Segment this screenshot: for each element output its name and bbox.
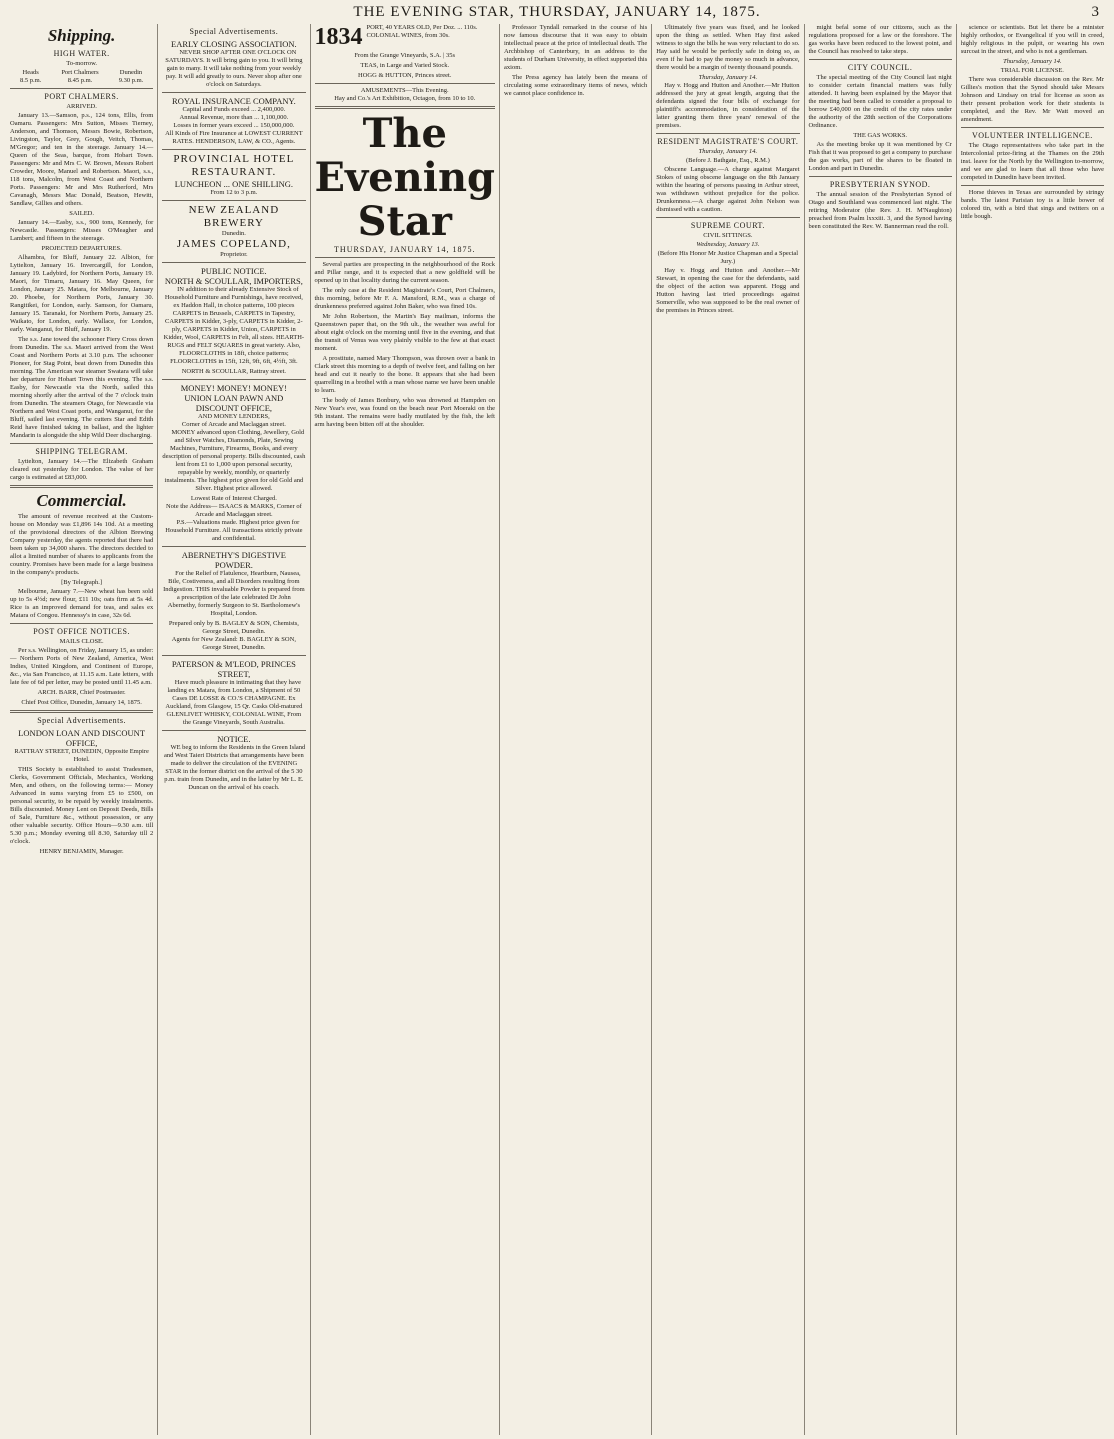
supreme-text: Hay v. Hogg and Hutton and Another.—Mr Stewart, in opening the case for the defendants, said the object of the action was apparent. Hogg and Hutton having last tried proceedings against Somerville, who was supposed to be the real owner of the premises in Princes street. — [656, 267, 800, 314]
telegram-heading: SHIPPING TELEGRAM. — [35, 447, 128, 456]
supreme-before: (Before His Honor Mr Justice Chapman and a Special Jury.) — [657, 250, 799, 265]
north-scoullar-ad: PUBLIC NOTICE. NORTH & SCOULLAR, IMPORTERS, IN addition to their already Extensive Stock of Household Furniture and Furnishings, have received, ex Haddon Hall, in choice patterns, 100 pieces CARPETS in Brussels, CARPETS in Tapestry, CARPETS in Kidder, 3-ply, CARPETS in Kidder, 2-ply, CARPETS in Kidder, Union, CARPETS in Kidder, Wool, CARPETS in Felt, all sizes. HEARTH-RUGS and FELT SQUARES in great variety. Also, FLOORCLOTHS in 18ft, choice patterns; FLOORCLOTHS in 15ft, 12ft, 9ft, 6ft, 4½ft, 3ft. NORTH & SCOULLAR, Rattray street. — [163, 266, 305, 375]
rm-court-heading: RESIDENT MAGISTRATE'S COURT. — [657, 137, 799, 146]
city-council-heading: CITY COUNCIL. — [847, 63, 913, 72]
masthead-title: THE EVENING STAR, THURSDAY, JANUARY 14, 1875. — [353, 4, 761, 20]
leader-4: A prostitute, named Mary Thompson, was thrown over a bank in Clark street this morning to a depth of twelve feet, and falling on her head and cut it nearly to the bone. It appears that she had been quarrelling in a brothel with a man whose name we have been unable to learn. — [314, 355, 495, 394]
trial-label: TRIAL FOR LICENSE. — [1000, 67, 1064, 74]
leader-7: The Press agency has lately been the means of circulating some extraordinary items of news, which we cannot place confidence in. — [504, 74, 648, 97]
union-loan-ad: MONEY! MONEY! MONEY! UNION LOAN PAWN AND DISCOUNT OFFICE, AND MONEY LENDERS, Corner of Arcade and Maclaggan street. MONEY advanced upon Clothing, Jewellery, Gold and Silver Watches, Diamonds, Plate, Sewing Machines, Furniture, Firearms, Books, and every description of personal property. Bills discounted, cash lent from £1 to 1,000 upon personal security, repayable by weekly, monthly, or quarterly instalments. The highest price given for old Gold and Silver. Highest price allowed. Lowest Rate of Interest Charged. Note the Address— ISAACS & MARKS, Corner of Arcade and Maclaggan street. P.S.—Valuations made. Highest price given for Household Furniture. All transactions strictly private and confidential. — [162, 383, 306, 542]
column-2 — [157, 24, 309, 1435]
postmaster: ARCH. BARR, Chief Postmaster. — [37, 689, 126, 696]
column-5 — [651, 24, 803, 1435]
leader-1: Several parties are prospecting in the neighbourhood of the Rock and Pillar range, and it is expected that a new goldfield will be opened up in that locality during the current season. — [314, 261, 495, 284]
post-text: Per s.s. Wellington, on Friday, January 15, as under:— Northern Ports of New Zealand, America, West Indies, United Kingdom, and Continent of Europe, &c., via San Francisco, at 11.15 a.m. Late letters, with late fee of 6d per letter, may be posted until 11.45 a.m. — [10, 647, 154, 686]
shipping-heading: Shipping. — [47, 26, 116, 45]
supreme-date: Wednesday, January 13. — [696, 241, 760, 248]
powder-ad: ABERNETHY'S DIGESTIVE POWDER. For the Relief of Flatulence, Heartburn, Nausea, Bile, Costiveness, and all Disorders resulting from Indigestion. THIS invaluable Powder is prepared from a prescription of the late celebrated Dr John Abernethy, formerly Surgeon to St. Bartholomew's Hospital, London. Prepared only by B. BAGLEY & SON, Chemists, George Street, Dunedin. Agents for New Zealand: B. BAGLEY & SON, George Street, Dunedin. — [163, 550, 305, 651]
telegraph-text: Melbourne, January 7.—New wheat has been sold up to 5s 4½d; new flour, £11 10s; oats firm at 5s 4d. Rice is an improved demand for teas, and sales ex Matara of Congou. Hennessy's in case, 32s 6d. — [10, 588, 154, 619]
tide-dunedin: Dunedin 9.30 p.m. — [118, 69, 144, 84]
col8-thursday: Thursday, January 14. — [1003, 58, 1062, 65]
city-council-text: The special meeting of the City Council last night to consider certain financial matters was fully attended. It having been explained by the Mayor that the meeting had been called to consider a proposal to borrow £40,000 on the credit of the city rates under the authority of the 28th section of the Corporations Ordinance. — [808, 74, 952, 129]
projected-text: Alhambra, for Bluff, January 22. Albion, for Lyttelton, January 16. Invercargill, for London, January 19. Ladybird, for Northern Ports, January 19. Maori, for Timaru, January 16. May Queen, for London, January 25. Matara, for Melbourne, January 20. Phoebe, for Northern Ports, January 30. Rangitikei, for London, early. Samson, for Oamaru, January 15. Taranaki, for Northern Ports, January 25. Waikato, for London, early. Wallace, for London, early. Wanganui, for Bluff, January 19. — [10, 254, 154, 333]
leader-3: Mr John Robertson, the Martin's Bay mailman, informs the Queenstown paper that, on the 9th ult., the weather was awful for about eight o'clock on the morning until five in the evening, and that the transit of Venus was very plainly visible to the few at that exact moment. — [314, 313, 495, 352]
volunteer-heading: VOLUNTEER INTELLIGENCE. — [971, 131, 1093, 140]
rm-court-before: (Before J. Bathgate, Esq., R.M.) — [685, 157, 770, 164]
mails-label: MAILS CLOSE. — [59, 638, 104, 645]
arrived-label: ARRIVED. — [66, 103, 97, 110]
commercial-heading: Commercial. — [36, 491, 127, 510]
volunteer-text: The Otago representatives who take part in the Intercolonial prize-firing at the Thames on the 29th inst. leave for the North by the Wellington to-morrow, and we are glad to learn that all those who have competed in Dunedin have been invited. — [960, 142, 1104, 181]
tide-port-chalmers: Port Chalmers 8.45 p.m. — [61, 69, 99, 84]
special-heading-1: Special Advertisements. — [37, 716, 127, 725]
closing-ad: EARLY CLOSING ASSOCIATION. NEVER SHOP AFTER ONE O'CLOCK ON SATURDAYS. It will bring gain to you. It will bring gain to many. It will take nothing from your weekly pay. It will add greatly to ours. Never shop after one o'clock on Saturdays. — [165, 39, 303, 88]
loan-ad: LONDON LOAN AND DISCOUNT OFFICE, RATTRAY STREET, DUNEDIN, Opposite Empire Hotel. — [14, 728, 149, 763]
column-3 — [310, 24, 500, 1435]
leader-5: The body of James Bonbury, who was drowned at Hampden on New Year's eve, was found on the beach near Port Moeraki on the 9th instant. The remains were badly mutilated by the fish, the left arm having been bitten off at the shoulder. — [314, 397, 495, 428]
column-6 — [804, 24, 956, 1435]
arrived-text: January 13.—Samson, p.s., 124 tons, Ellis, from Oamaru. Passengers: Mrs Sutton, Misses Tierney, Anderson, and Thomson, Messrs Bowie, Robertson, Livingston, Taylor, Grey, Gough, Veitch, Thomas, M'Gregor; and ten in the steerage. January 14.—Queen of the Seas, barque, from Hobart Town. Passengers: Mr and Mrs C. W. Brown, Messrs Robert Crowder, Moore, Manuel and Robertson. Maori, s.s., 118 tons, Malcolm, from West Coast and Northern Ports. Passengers: Mr and Mrs Rutherford, Mrs Cavanagh, Messrs Mac Donald, Beatson, Hewitt, Sandlaw, Gillies and others. — [10, 112, 154, 207]
leader-6: Professor Tyndall remarked in the course of his now famous discourse that it was easy to obtain intellectual peace at the price of intellectual death. The Archbishop of Canterbury, in an address to the students of Durham University, in effect supported this axiom. — [504, 24, 648, 71]
special-heading-2: Special Advertisements. — [189, 27, 279, 36]
telegram-text: Lyttelton, January 14.—The Elizabeth Graham cleared out yesterday for London. The value of her cargo is estimated at £83,000. — [10, 458, 154, 481]
sailed-text: January 14.—Easby, s.s., 900 tons, Kennedy, for Newcastle. Passengers: Misses O'Meagher and Lambert; and fifteen in the steerage. — [10, 219, 154, 242]
column-7 — [956, 24, 1108, 1435]
high-water-heading: HIGH WATER. — [53, 49, 110, 58]
paper-date: THURSDAY, JANUARY 14, 1875. — [334, 245, 476, 254]
trial-text: There was considerable discussion on the Rev. Mr Gillies's motion that the Synod should take Messrs Johnson and Lindsay on trial for license as soon as their present probation work for their students is completed, and the Rev. Mr Watt moved an amendment. — [960, 76, 1104, 123]
gasworks-text: As the meeting broke up it was mentioned by Cr Fish that it was proposed to get a company to purchase the gas works, part of the shares to be floated in London and part in Dunedin. — [808, 141, 952, 172]
column-1 — [6, 24, 157, 1435]
brewery-ad: NEW ZEALAND BREWERY Dunedin. JAMES COPELAND, Proprietor. — [176, 204, 291, 258]
rm-court-text: Obscene Language.—A charge against Margaret Stokes of using obscene language on the 8th January within the hearing of persons passing in Arthur street, was withdrawn without prejudice for the police. Drunkenness.—A charge against John Nelson was dismissed with a caution. — [656, 166, 800, 213]
tide-heads: Heads 8.5 p.m. — [20, 69, 42, 84]
loan-text: THIS Society is established to assist Tradesmen, Clerks, Government Officials, Mechanics, Working Men, and others, on the following terms:— Money Advanced in sums varying from £5 to £500, on personal security, to be repaid by weekly instalments. Bills discounted. Money Lent on Deposit Deeds, Bills of Sale, Furniture &c., without possession, or any other valuable security. Office Hours—9.30 a.m. till 5.30 p.m.; Monday evening till 8.30, Saturday till 2 o'clock. — [10, 766, 154, 845]
royal-ad: ROYAL INSURANCE COMPANY. Capital and Funds exceed ... 2,400,000. Annual Revenue, more than ... 1,100,000. Losses in former years exceed ... 150,000,000. All Kinds of Fire Insurance at LOWEST CURRENT RATES. HENDERSON, LAW, & CO., Agents. — [165, 96, 303, 145]
post-heading: POST OFFICE NOTICES. — [33, 627, 130, 636]
col7-text-1: might befal some of our citizens, such as the regulations proposed for a law or the foreshore. The gas works have been reduced to the lowest point, and the Council has resolved to take steps. — [808, 24, 952, 55]
port-1834-ad: 1834 PORT, 40 YEARS OLD, Per Doz. ... 110s. COLONIAL WINES, from 30s. From the Grange Vineyards, S.A. | 35s TEAS, in Large and Varied Stock. HOGG & HUTTON, Princes street. — [314, 24, 478, 79]
civil-sittings: CIVIL SITTINGS. — [703, 232, 753, 239]
tide-table — [10, 69, 153, 85]
commercial-text: The amount of revenue received at the Custom-house on Monday was £1,896 14s 10d. At a meeting of the provisional directors of the Albion Brewing Company yesterday, the agents reported that there had been taken up 34,000 shares. The directors decided to allot a limited number of shares to applicants from the country. Promises have been made for a large business in the company's products. — [10, 513, 154, 576]
post-date: Chief Post Office, Dunedin, January 14, 1875. — [21, 699, 142, 706]
gasworks-label: THE GAS WORKS. — [853, 132, 908, 139]
page-number: 3 — [1091, 4, 1100, 20]
texas-text: Horse thieves in Texas are surrounded by stringy bands. The latest Parisian toy is a little bower of colored tin, with a bird that sings and twitters on a little bough. — [960, 189, 1104, 220]
amusements: AMUSEMENTS—This Evening. Hay and Co.'s Art Exhibition, Octagon, from 10 to 10. — [334, 87, 476, 102]
col6-text-1: Ultimately five years was fixed, and he looked upon the thing as settled. When Hay first asked witness to sign the bills he was very reluctant to do so. Hay said he would be perfectly safe in doing so, as even if he had to pay the money so much in advance, there would be a margin of twenty thousand pounds. — [656, 24, 800, 71]
leader-2: The only case at the Resident Magistrate's Court, Port Chalmers, this morning, before Mr F. A. Mansford, R.M., was a charge of drunkenness preferred against John Baker, who was fined 10s. — [314, 287, 495, 310]
col6-thursday: Thursday, January 14. — [698, 74, 758, 81]
supreme-court-heading: SUPREME COURT. — [690, 221, 765, 230]
rm-court-date: Thursday, January 14. — [698, 148, 758, 155]
loan-manager: HENRY BENJAMIN, Manager. — [39, 848, 124, 855]
tomorrow-label: To-morrow. — [66, 60, 97, 67]
paterson-ad: PATERSON & M'LEOD, PRINCES STREET, Have much pleasure in intimating that they have landing ex Matara, from London, a Shipment of 50 Cases DE LOSSE & CO.'S CHAMPAGNE. Ex Auckland, from Glasgow, 15 Qr. Casks Old-matured GLENLIVET WHISKY, COLONIAL WINE, From the Grange Vineyards, South Australia. — [165, 659, 303, 726]
paper-title: The Evening Star — [314, 110, 496, 245]
port-chalmers-heading: PORT CHALMERS. — [44, 92, 119, 101]
sailed-label: SAILED. — [69, 210, 94, 217]
column-4 — [499, 24, 651, 1435]
col8-text-1: science or scientists. But let there be a minister highly orthodox, or Evangelical if you will in creed, highly religious in the pulpit, or wearing his own surcoat in the street, and who is not a gentleman. — [960, 24, 1104, 55]
hotel-ad: PROVINCIAL HOTEL RESTAURANT. LUNCHEON ... ONE SHILLING. From 12 to 3 p.m. — [173, 153, 295, 196]
masthead — [0, 4, 1114, 21]
telegraph-label: [By Telegraph.] — [61, 579, 103, 586]
notice-ad: NOTICE. WE beg to inform the Residents in the Green Island and West Taieri Districts that arrangements have been made to deliver the circulation of the EVENING STAR in the former district on the arrival of the 5 30 p.m. train from Dunedin, and in the latter by Mr L. E. Duncan on the arrival of his coach. — [164, 734, 306, 791]
projected-label: PROJECTED DEPARTURES. — [41, 245, 122, 252]
synod-heading: PRESBYTERIAN SYNOD. — [829, 180, 931, 189]
synod-text: The annual session of the Presbyterian Synod of Otago and Southland was commenced last night. The retiring Moderator (the Rev. J. H. M'Naughton) preached from Psalm lxxxiii. 3, and the Synod having been constituted the Rev. W. Bannerman read the roll. — [808, 191, 952, 230]
shipping-news: The s.s. Jane towed the schooner Fiery Cross down from Dunedin. The s.s. Maori arrived from the West Coast and Northern Ports at 3.10 p.m. The schooner Pioneer, for Stag Point, beat down from Dunedin this morning. The American war steamer Swatara will take her departure for Hobart Town this evening. The s.s. Easby, for Newcastle via the North, sailed this morning shortly after the arrival of the 7 o'clock train from Dunedin. The steamers Otago, for Newcastle via Northern and West Coast ports, and Wanganui, for the Bluff, sailed last evening. The cutters Star and Edith Reid have finished taking in ballast, and the lighter Mandarin is alongside the ship Wild Deer discharging. — [10, 336, 154, 439]
col6-text-2: Hay v. Hogg and Hutton and Another.—Mr Hutton addressed the jury at great length, arguing that the defendants signed the four bills of exchange for plaintiff's accommodation, in consideration of the latter granting them three years' renewal of the premises. — [656, 82, 800, 129]
